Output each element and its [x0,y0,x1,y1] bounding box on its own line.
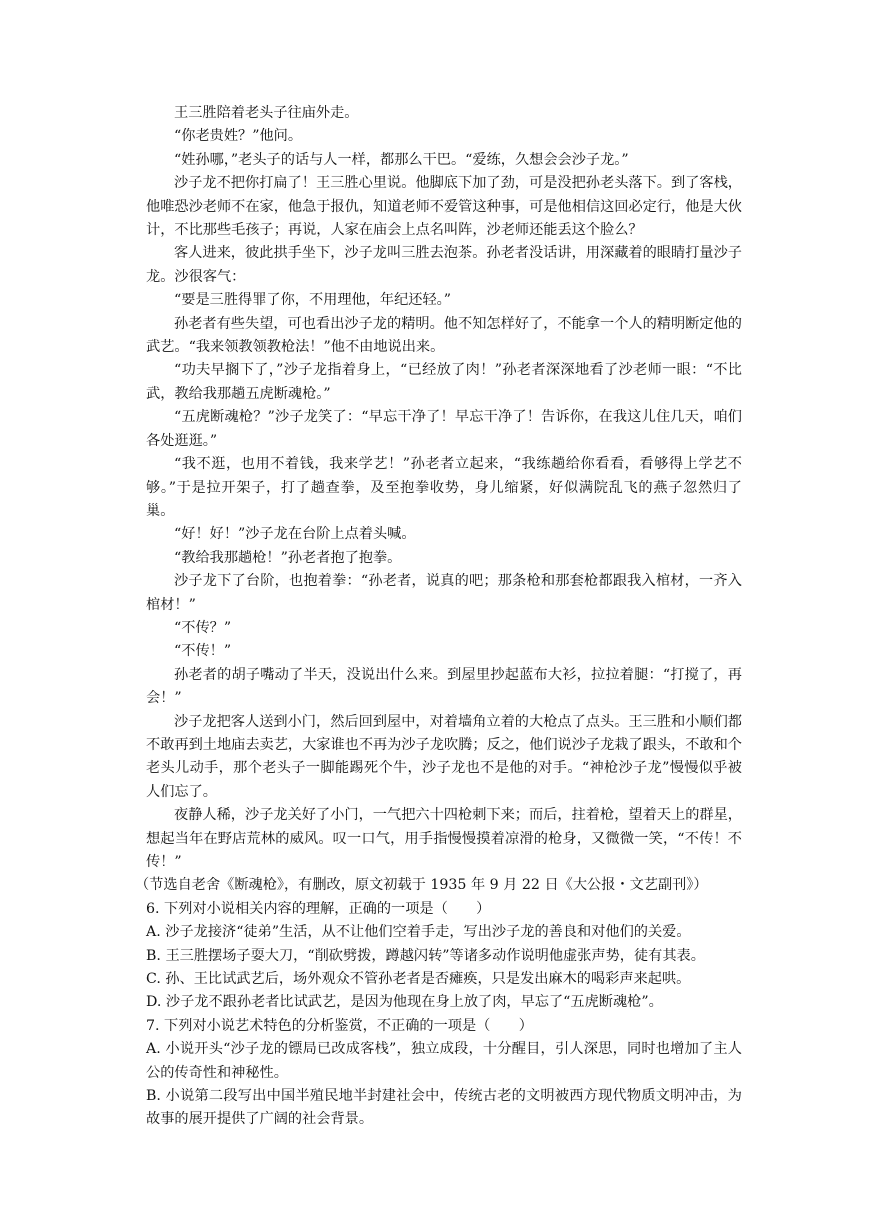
paragraph: “要是三胜得罪了你，不用理他，年纪还轻。” [174,292,451,309]
option-d: D. 沙子龙不跟孙老者比试武艺，是因为他现在身上放了肉，早忘了“五虎断魂枪”。 [146,994,663,1011]
question-7 [146,1015,742,1132]
source-note: （节选自老舍《断魂枪》，有删改，原文初载于 1935 年 9 月 22 日《大公报・文艺副刊》） [135,877,708,894]
paragraph: 孙老者有些失望，可也看出沙子龙的精明。他不知怎样好了，不能拿一个人的精明断定他的武艺。“我来领教领教枪法！”他不由地说出来。 [146,315,742,356]
paragraph: “功夫早搁下了，”沙子龙指着身上，“已经放了肉！”孙老者深深地看了沙老师一眼：“不比武，教给我那趟五虎断魂枪。” [146,362,742,402]
paragraph: 客人进来，彼此拱手坐下，沙子龙叫三胜去泡茶。孙老者没话讲，用深藏着的眼睛打量沙子龙。沙很客气： [146,245,742,285]
paragraph: 孙老者的胡子嘴动了半天，没说出什么来。到屋里抄起蓝布大衫，拉拉着腿：“打搅了，再会！” [146,666,742,707]
paragraph: “不传？” [174,619,232,636]
option-b: B. 王三胜摆场子耍大刀，“削砍劈拨，蹲越闪转”等诸多动作说明他虚张声势，徒有其表。 [146,947,705,964]
paragraph: 夜静人稀，沙子龙关好了小门，一气把六十四枪刺下来；而后，拄着枪，望着天上的群星，想起当年在野店荒林的威风。叹一口气，用手指慢慢摸着凉滑的枪身，又微微一笑，“不传！不传！” [146,807,742,870]
paragraph: “五虎断魂枪？”沙子龙笑了：“早忘干净了！早忘干净了！告诉你，在我这儿住几天，咱们各处逛逛。” [146,409,742,449]
question-stem: 7. 下列对小说艺术特色的分析鉴赏，不正确的一项是（ ） [146,1017,533,1034]
question-stem: 6. 下列对小说相关内容的理解，正确的一项是（ ） [146,900,491,917]
paragraph: “我不逛，也用不着钱，我来学艺！”孙老者立起来，“我练趟给你看看，看够得上学艺不够。”于是拉开架子，打了趟查拳，及至抱拳收势，身儿缩紧，好似满院乱飞的燕子忽然归了巢。 [146,456,742,519]
paragraph: “不传！” [174,643,232,660]
document-body [135,102,742,1132]
paragraph: 沙子龙不把你打扁了！王三胜心里说。他脚底下加了劲，可是没把孙老头落下。到了客栈，他唯恐沙老师不在家，他急于报仇，知道老师不爱管这种事，可是他相信这回必定行，他是大伙计，不比那些毛孩子；再说，人家在庙会上点名叫阵，沙老师还能丢这个脸么？ [146,175,742,239]
paragraph: “教给我那趟枪！”孙老者抱了抱拳。 [174,549,402,566]
option-a: A. 小说开头“沙子龙的镖局已改成客栈”，独立成段，十分醒目，引人深思，同时也增加了主人公的传奇性和神秘性。 [146,1041,742,1081]
option-b: B. 小说第二段写出中国半殖民地半封建社会中，传统古老的文明被西方现代物质文明冲击，为故事的展开提供了广阔的社会背景。 [146,1088,742,1128]
paragraph: 王三胜陪着老头子往庙外走。 [174,105,359,121]
question-6 [146,898,742,1015]
paragraph: 沙子龙把客人送到小门，然后回到屋中，对着墙角立着的大枪点了点头。王三胜和小顺们都不敢再到土地庙去卖艺，大家谁也不再为沙子龙吹腾；反之，他们说沙子龙栽了跟头，不敢和个老头儿动手，那个老头子一脚能踢死个牛，沙子龙也不是他的对手。“神枪沙子龙”慢慢似乎被人们忘了。 [146,713,742,800]
paragraph: “好！好！”沙子龙在台阶上点着头喊。 [174,526,416,543]
paragraph: 沙子龙下了台阶，也抱着拳：“孙老者，说真的吧；那条枪和那套枪都跟我入棺材，一齐入棺材！” [146,573,742,613]
paragraph: “你老贵姓？”他问。 [174,128,303,145]
option-a: A. 沙子龙接济“徒弟”生活，从不让他们空着手走，写出沙子龙的善良和对他们的关爱。 [146,924,691,941]
option-c: C. 孙、王比试武艺后，场外观众不管孙老者是否瘫痪，只是发出麻木的喝彩声来起哄。 [146,971,691,988]
paragraph: “姓孙哪，”老头子的话与人一样，都那么干巴。“爱练，久想会会沙子龙。” [174,151,629,168]
